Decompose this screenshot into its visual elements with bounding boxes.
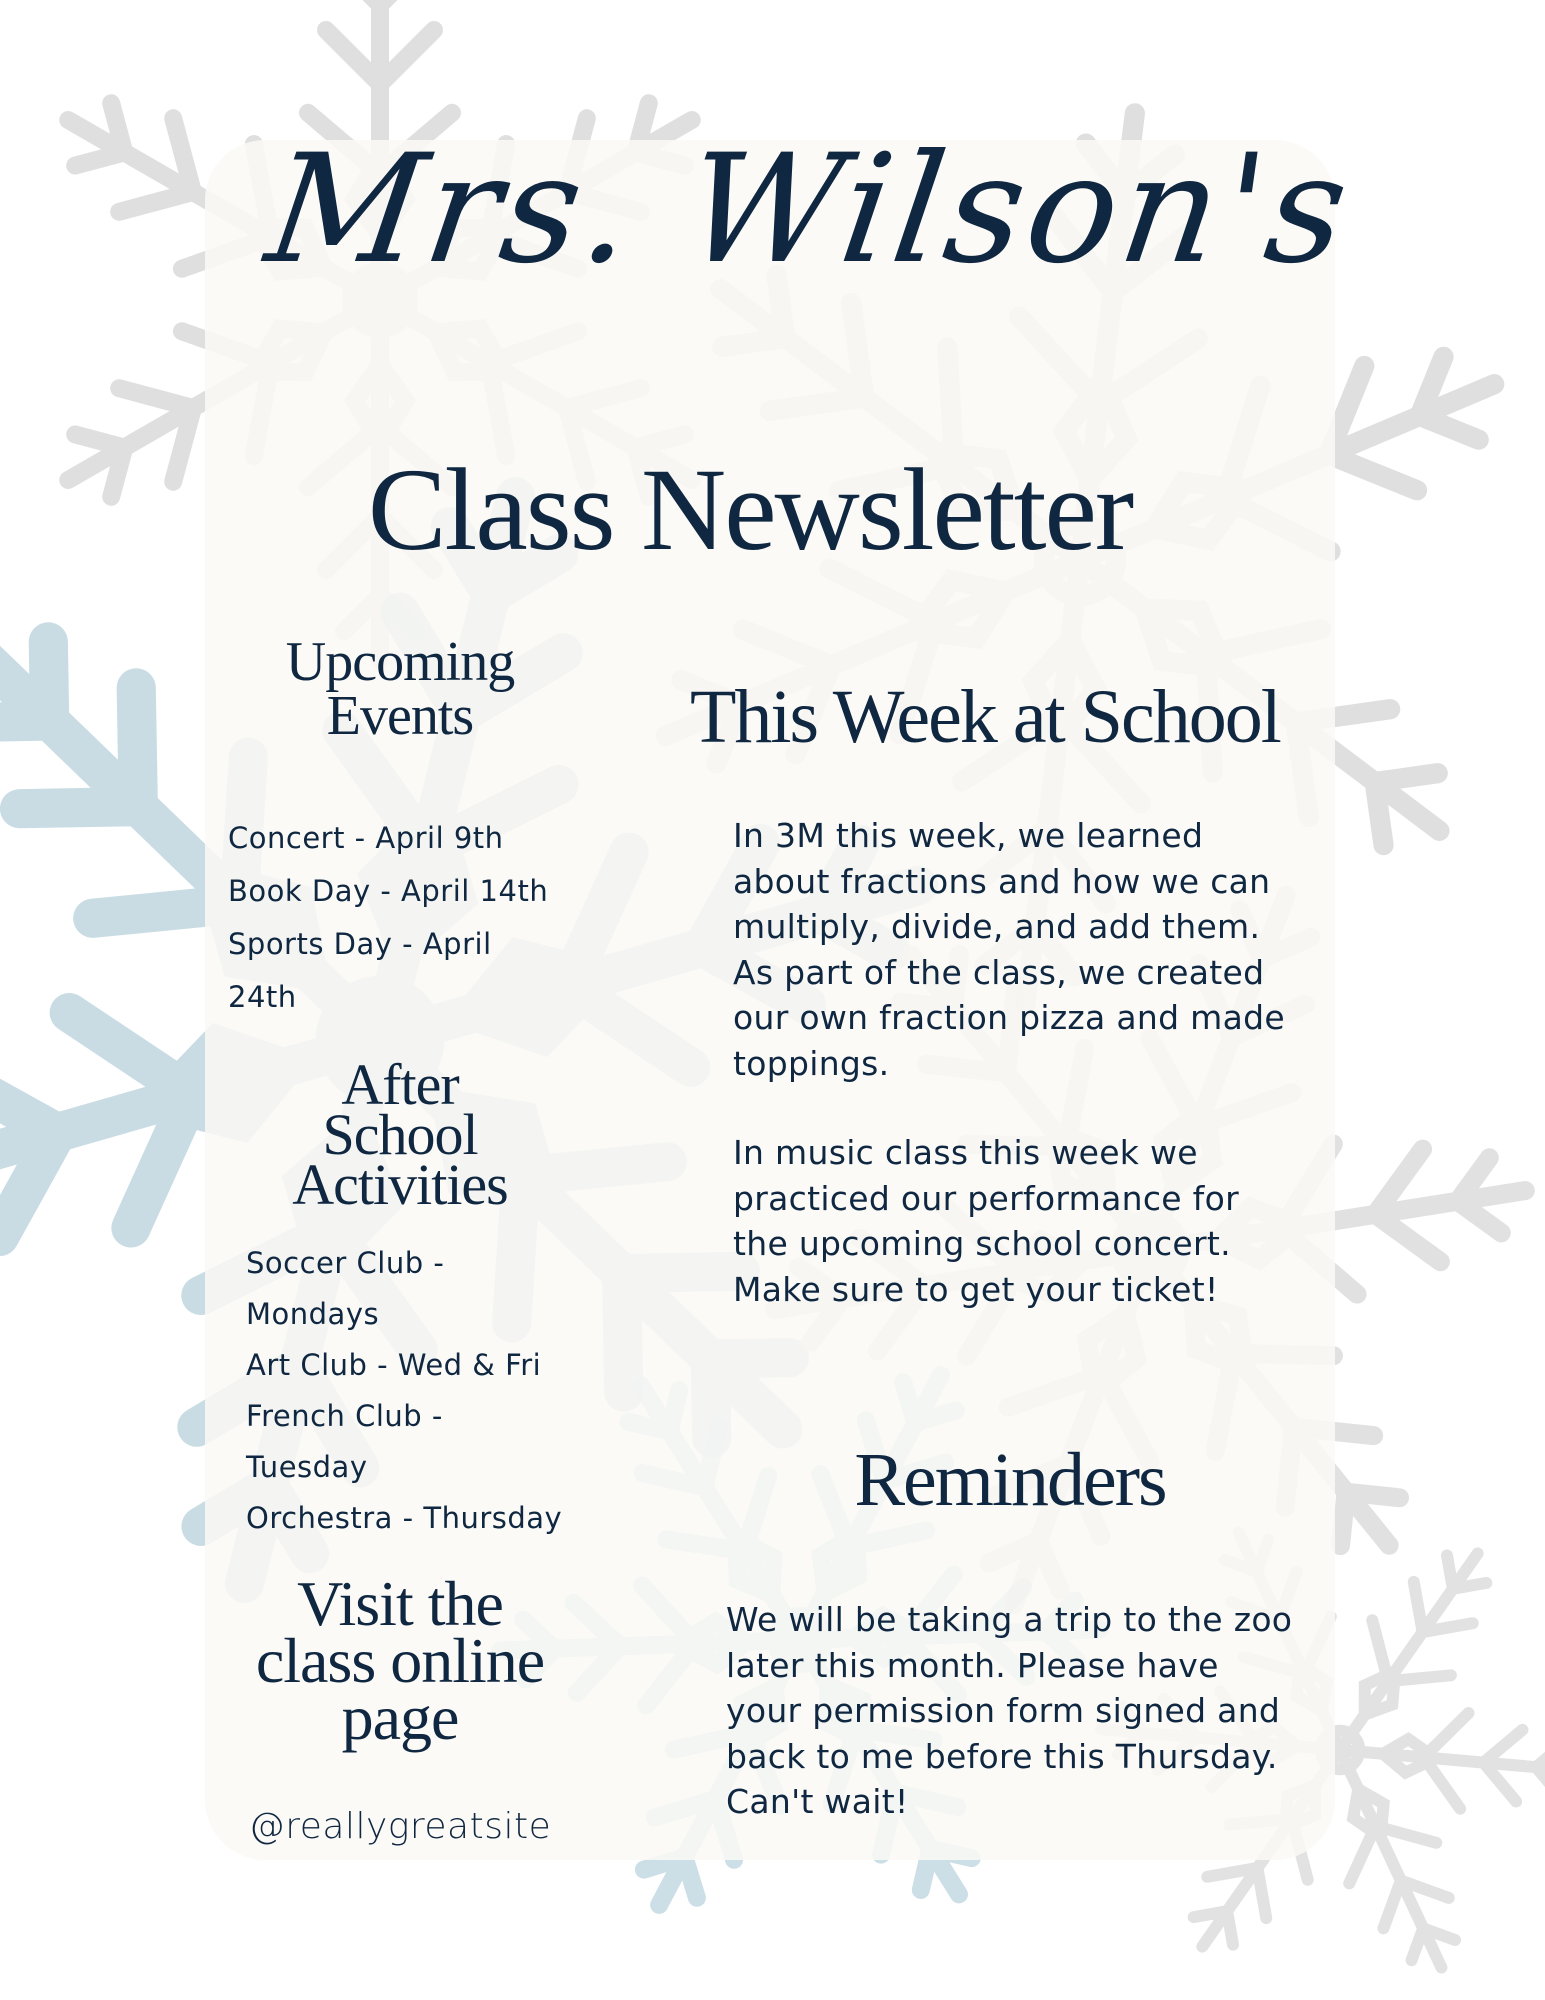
upcoming-heading-line-1: Upcoming (285, 631, 515, 693)
reminders-paragraph (726, 1597, 1366, 1825)
paragraph-line: We will be taking a trip to the zoo (726, 1600, 1293, 1639)
paragraph-line: later this month. Please have (726, 1645, 1219, 1685)
online-heading-line-1: Visit the (297, 1568, 503, 1639)
list-item: Sports Day - April (228, 927, 492, 961)
newsletter-owner-title: Mrs. Wilson's (257, 123, 1362, 297)
upcoming-events-list (228, 812, 608, 1024)
list-item: Concert - April 9th (228, 821, 504, 855)
upcoming-events-heading (230, 631, 570, 747)
paragraph-line: practiced our performance for (733, 1178, 1239, 1218)
list-item: Mondays (246, 1297, 380, 1331)
list-item: French Club - (246, 1399, 443, 1433)
reminders-heading: Reminders (854, 1438, 1166, 1522)
paragraph-line: In 3M this week, we learned (733, 816, 1204, 855)
paragraph-line: multiply, divide, and add them. (733, 907, 1261, 946)
after-school-heading-line-1: After (341, 1052, 459, 1117)
this-week-paragraph-1 (733, 813, 1353, 1086)
website-handle-link[interactable]: @reallygreatsite (248, 1806, 552, 1847)
list-item: 24th (228, 980, 297, 1014)
after-school-heading-line-2: School (322, 1102, 478, 1167)
list-item: Book Day - April 14th (228, 874, 549, 908)
paragraph-line: our own fraction pizza and made (733, 998, 1285, 1037)
paragraph-line: toppings. (733, 1043, 890, 1083)
paragraph-line: Make sure to get your ticket! (733, 1269, 1219, 1309)
paragraph-line: Can't wait! (726, 1782, 909, 1821)
upcoming-heading-line-2: Events (326, 685, 474, 747)
online-page-heading (220, 1568, 580, 1753)
after-school-heading (235, 1052, 565, 1217)
paragraph-line: about fractions and how we can (733, 861, 1271, 901)
online-heading-line-2: class online (255, 1625, 545, 1696)
after-school-list (246, 1238, 626, 1544)
list-item: Soccer Club - (246, 1246, 445, 1280)
list-item: Tuesday (246, 1450, 368, 1484)
this-week-heading: This Week at School (690, 675, 1280, 759)
list-item: Art Club - Wed & Fri (246, 1348, 542, 1382)
after-school-heading-line-3: Activities (292, 1152, 508, 1217)
list-item: Orchestra - Thursday (246, 1501, 563, 1535)
paragraph-line: the upcoming school concert. (733, 1224, 1231, 1263)
online-heading-line-3: page (341, 1682, 459, 1753)
newsletter-subtitle: Class Newsletter (367, 444, 1133, 575)
this-week-paragraph-2 (733, 1130, 1353, 1312)
paragraph-line: your permission form signed and (726, 1691, 1281, 1730)
paragraph-line: back to me before this Thursday. (726, 1736, 1278, 1776)
paragraph-line: As part of the class, we created (733, 952, 1265, 992)
paragraph-line: In music class this week we (733, 1133, 1198, 1172)
